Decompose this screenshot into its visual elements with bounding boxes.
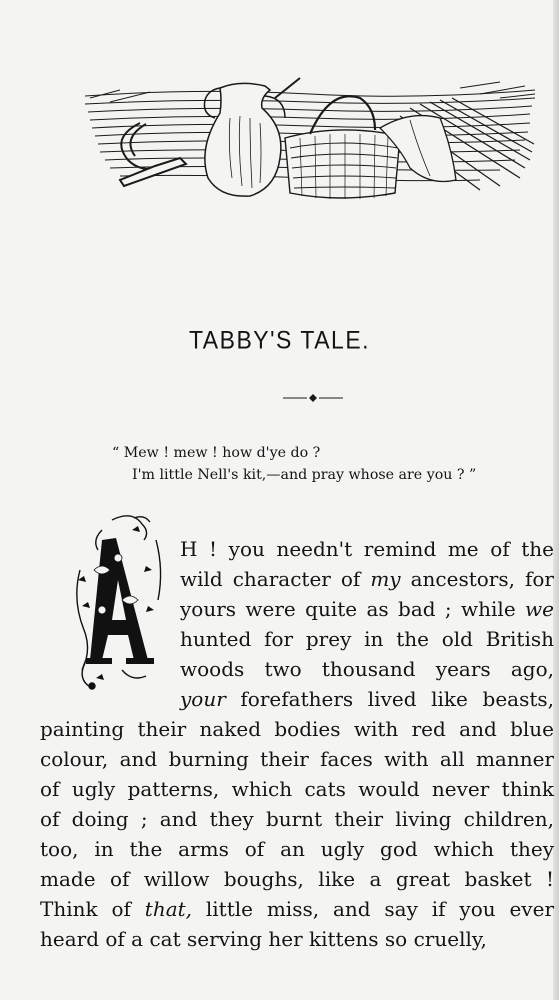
drop-cap-letter: A (119, 530, 120, 531)
text-line: wild character of my ancestors, for (180, 567, 554, 591)
text-line: Think of that, little miss, and say if you ever (40, 897, 554, 921)
text-line: yours were quite as bad ; while we (180, 597, 554, 621)
text-line: of ugly patterns, which cats would never think (40, 777, 554, 801)
emphasis: we (525, 597, 554, 621)
text-line: your forefathers lived like beasts, (180, 687, 554, 711)
emphasis: your (180, 687, 226, 711)
emphasis: my (370, 567, 401, 591)
header-illustration (80, 68, 540, 208)
epigraph-verse (112, 442, 532, 486)
text-line: of doing ; and they burnt their living children, (40, 807, 554, 831)
verse-line: “ Mew ! mew ! how d'ye do ? (112, 445, 321, 461)
body-paragraph (40, 534, 554, 954)
chapter-title: TABBY'S TALE. (188, 325, 371, 354)
verse-line: I'm little Nell's kit,—and pray whose are you ? ” (132, 467, 477, 483)
text-line: H ! you needn't remind me of the (180, 537, 554, 561)
text-line: made of willow boughs, like a great basket ! (40, 867, 554, 891)
title-ornament (283, 390, 343, 404)
text-line: too, in the arms of an ugly god which they (40, 837, 554, 861)
emphasis: that, (144, 897, 193, 921)
text-line: woods two thousand years ago, (180, 657, 554, 681)
text-line: painting their naked bodies with red and blue (40, 717, 554, 741)
text-line: colour, and burning their faces with all manner (40, 747, 554, 771)
text-line: hunted for prey in the old British (180, 627, 554, 651)
text-line: heard of a cat serving her kittens so cruelly, (40, 927, 487, 951)
